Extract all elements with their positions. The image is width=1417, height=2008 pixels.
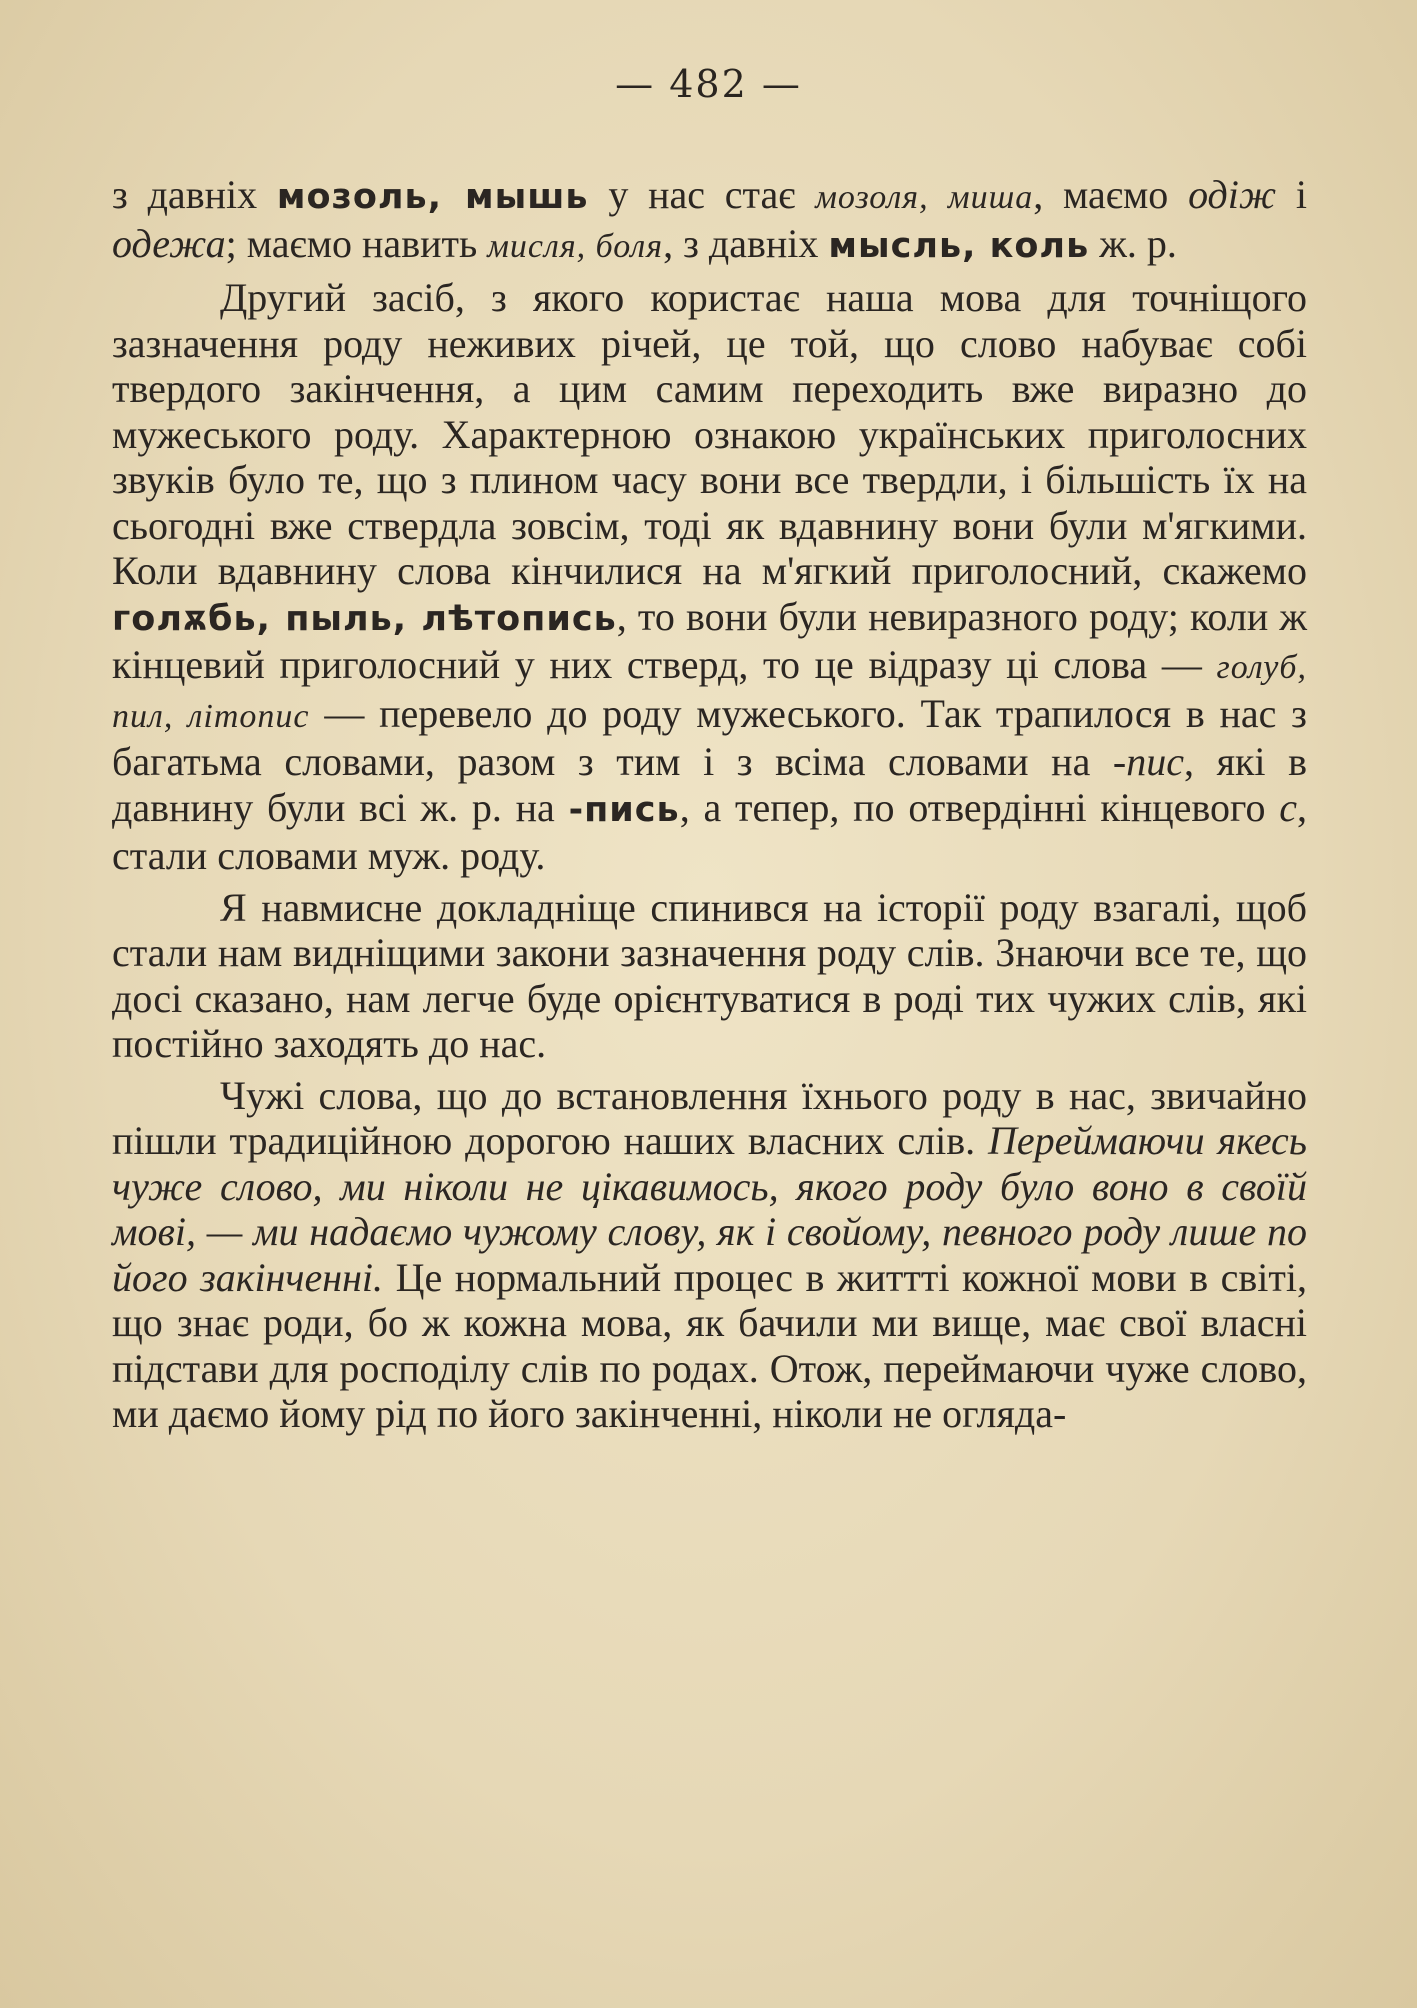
text-run: Чужі слова, що до встановлення їхнього роду в нас, звичайно пішли традиційною дорогою наших власних слів.: [112, 1072, 1307, 1163]
text-run: , з давніх: [663, 220, 829, 266]
paragraph-3: [112, 885, 1307, 1067]
text-run: Я навмисне докладніще спинився на історії роду взагалі, щоб стали нам видніщими закони зазначення роду слів. Знаючи все те, що досі сказано, нам легче буде орієнтуватися в роді тих чужих слів, які постійно заходять до нас.: [112, 884, 1307, 1066]
text-run: з давніх: [112, 172, 277, 217]
text-run: ; маємо навить: [225, 220, 488, 266]
paragraph-2: [112, 275, 1307, 879]
old-form-bold: голѫбь, пыль, лѣтопись: [112, 598, 617, 639]
example-italic: мозоля, миша: [815, 179, 1034, 216]
text-run: у нас стає: [588, 172, 816, 217]
example-italic: одіж: [1188, 172, 1277, 217]
text-run: ж. р.: [1089, 220, 1177, 266]
old-form-bold: -пись: [568, 789, 680, 830]
example-italic: голуб, пил, літопис: [112, 649, 1307, 735]
old-form-bold: мозоль, мышь: [276, 177, 589, 217]
text-run: , а тепер, по отвердінні кінцевого: [679, 784, 1280, 830]
body-text: [112, 172, 1307, 1443]
text-run: , які в давнину були всі ж. р. на: [112, 739, 1307, 830]
text-run: Це нормальний процес в життті кожної мови в світі, що знає роди, бо ж кожна мова, як бачили ми вище, має свої власні підстави для росподілу слів по родах. Отож, переймаючи чуже слово, ми даємо йому рід по його закінченні, ніколи не огляда-: [112, 1254, 1307, 1436]
text-run: Другий засіб, з якого користає наша мова для точніщого зазначення роду неживих річей, це той, що слово набуває собі твердого закінчення, а цим самим переходить вже виразно до мужеського роду. Характерною ознакою українських приголосних звуків було те, що з плином часу вони все твердли, і більшість їх на сьогодні вже ствердла зовсім, тоді як вдавнину вони були м'ягкими. Коли вдавнину слова кінчилися на м'ягкий приголосний, скажемо: [112, 275, 1307, 593]
example-italic: мисля, боля: [487, 227, 664, 265]
page-number: — 482 —: [615, 62, 802, 106]
emphasis-italic: Переймаючи якесь чуже слово, ми ніколи не цікавимось, якого роду було воно в своїй мові, — ми надаємо чужому слову, як і свойому, певного роду лише по його закінченні.: [112, 1118, 1308, 1300]
example-italic: -пис: [1112, 739, 1184, 784]
text-run: , стали словами муж. роду.: [112, 784, 1307, 878]
old-form-bold: мысль, коль: [828, 225, 1090, 266]
text-run: — перевело до роду мужеського. Так трапилося в нас з багатьма словами, разом з тим і з всіма словами на: [112, 690, 1307, 784]
text-run: , то вони були невиразного роду; коли ж кінцевий приголосний у них стверд, то це відразу ці слова —: [112, 593, 1307, 687]
text-run: , маємо: [1033, 172, 1189, 217]
example-italic: с: [1279, 784, 1297, 830]
example-italic: одежа: [112, 220, 226, 266]
text-run: і: [1276, 172, 1308, 217]
paragraph-4: [112, 1073, 1307, 1437]
paragraph-1: [112, 172, 1307, 269]
